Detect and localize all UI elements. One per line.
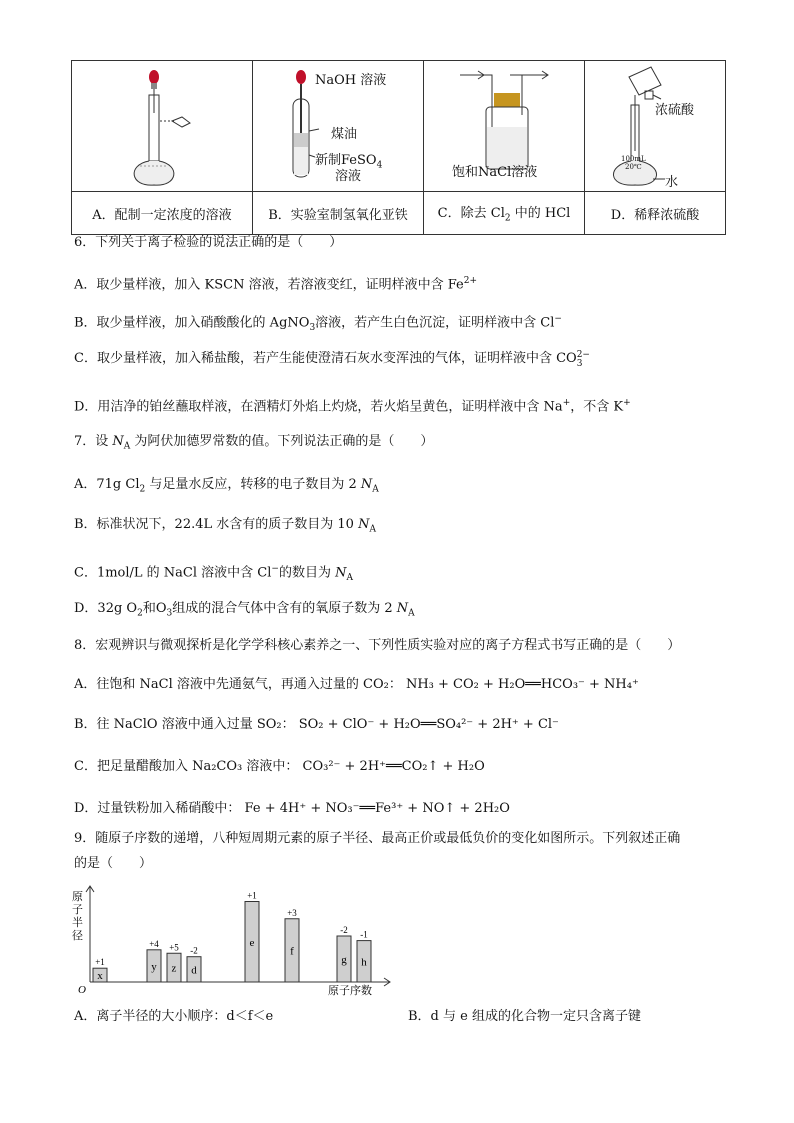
q9-option-b: B．d 与 e 组成的化合物一定只含离子键 bbox=[408, 1009, 641, 1024]
experiment-table bbox=[71, 60, 726, 235]
bar-label-d: d bbox=[191, 964, 197, 977]
bar-label-z: z bbox=[171, 962, 177, 975]
valence-label-y: +4 bbox=[149, 938, 159, 949]
q8-option-c: C．把足量醋酸加入 Na₂CO₃ 溶液中： CO₃²⁻ + 2H⁺══CO₂↑ + H₂O bbox=[74, 759, 485, 774]
x-axis-label: 原子序数 bbox=[328, 984, 372, 997]
bar-label-h: h bbox=[361, 956, 367, 969]
svg-text:子: 子 bbox=[72, 903, 83, 916]
q7-option-b: B．标准状况下，22.4L 水含有的质子数目为 10 $N_A$ bbox=[74, 517, 376, 535]
q6-option-b: B．取少量样液，加入硝酸酸化的 AgNO$_3$溶液，若产生白色沉淀，证明样液中含 Cl− bbox=[74, 314, 562, 333]
q6-option-d: D．用洁净的铂丝蘸取样液，在酒精灯外焰上灼烧，若火焰呈黄色，证明样液中含 Na+，不含 K+ bbox=[74, 398, 631, 415]
figure-d bbox=[585, 61, 726, 192]
q7-stem: 7．设 $N_A$ 为阿伏加德罗常数的值。下列说法正确的是（ ） bbox=[74, 434, 434, 452]
q9-stem-2: 的是（ ） bbox=[74, 856, 153, 871]
q8-option-b: B．往 NaClO 溶液中通入过量 SO₂： SO₂ + ClO⁻ + H₂O══SO₄²⁻ + 2H⁺ + Cl⁻ bbox=[74, 717, 559, 732]
caption-b: B．实验室制氢氧化亚铁 bbox=[253, 192, 424, 235]
q8-option-d: D．过量铁粉加入稀硝酸中： Fe + 4H⁺ + NO₃⁻══Fe³⁺ + NO↑ + 2H₂O bbox=[74, 801, 510, 816]
valence-label-h: -1 bbox=[360, 929, 368, 940]
svg-text:半: 半 bbox=[72, 916, 83, 929]
bar-label-y: y bbox=[151, 960, 157, 973]
caption-d: D．稀释浓硫酸 bbox=[585, 192, 726, 235]
figure-c bbox=[424, 61, 585, 192]
figure-b bbox=[253, 61, 424, 192]
feso4-label: 新制FeSO$_4$ bbox=[315, 153, 383, 171]
valence-label-z: +5 bbox=[169, 942, 179, 953]
feso4-solution-label: 溶液 bbox=[335, 169, 362, 184]
valence-label-d: -2 bbox=[190, 945, 198, 956]
q7-option-a: A．71g $Cl_2$ 与足量水反应，转移的电子数目为 2 $N_A$ bbox=[74, 477, 379, 495]
flask-temp-label: 20℃ bbox=[625, 163, 642, 171]
bar-label-g: g bbox=[341, 954, 347, 966]
svg-text:原: 原 bbox=[72, 890, 83, 903]
nacl-label: 饱和NaCl溶液 bbox=[452, 165, 538, 180]
sulfuric-acid-label: 浓硫酸 bbox=[655, 103, 695, 118]
figure-a bbox=[72, 61, 253, 192]
q7-option-d: D．32g $O_2$和$O_3$组成的混合气体中含有的氧原子数为 2 $N_A$ bbox=[74, 601, 415, 619]
water-label: 水 bbox=[665, 175, 679, 190]
bar-label-x: x bbox=[97, 970, 103, 983]
q8-stem: 8．宏观辨识与微观探析是化学学科核心素养之一、下列性质实验对应的离子方程式书写正确的是（ ） bbox=[74, 638, 681, 653]
q9-option-a: A．离子半径的大小顺序：d＜f＜e bbox=[74, 1009, 274, 1024]
bar-label-f: f bbox=[290, 945, 294, 958]
svg-text:径: 径 bbox=[72, 929, 83, 942]
y-axis-label bbox=[72, 890, 83, 942]
q6-stem: 6．下列关于离子检验的说法正确的是（ ） bbox=[74, 235, 343, 250]
caption-c: C．除去 $Cl_2$ 中的 HCl bbox=[424, 192, 585, 235]
kerosene-label: 煤油 bbox=[331, 127, 358, 142]
q9-stem-1: 9．随原子序数的递增，八种短周期元素的原子半径、最高正价或最低负价的变化如图所示。下列叙述正确 bbox=[74, 831, 681, 846]
flask-volume-label: 100mL bbox=[621, 155, 646, 163]
q6-option-c: C．取少量样液，加入稀盐酸，若产生能使澄清石灰水变浑浊的气体，证明样液中含 CO2− 3 bbox=[74, 350, 590, 369]
valence-label-x: +1 bbox=[95, 957, 105, 968]
flask-dilution-figure bbox=[585, 61, 725, 187]
volumetric-flask-dropper-figure bbox=[72, 61, 252, 187]
valence-label-e: +1 bbox=[247, 890, 257, 901]
atomic-radius-chart bbox=[70, 882, 400, 1000]
origin-label: O bbox=[78, 984, 86, 996]
bar-label-e: e bbox=[249, 936, 255, 949]
q8-option-a: A．往饱和 NaCl 溶液中先通氨气，再通入过量的 CO₂： NH₃ + CO₂ + H₂O══HCO₃⁻ + NH₄⁺ bbox=[74, 677, 639, 692]
naoh-label: NaOH 溶液 bbox=[315, 73, 387, 88]
q7-option-c: C．1mol/L 的 NaCl 溶液中含 Cl−的数目为 $N_A$ bbox=[74, 564, 353, 583]
valence-label-g: -2 bbox=[340, 925, 348, 935]
q6-option-a: A．取少量样液，加入 KSCN 溶液，若溶液变红，证明样液中含 $Fe^{2+}$ bbox=[74, 276, 478, 293]
valence-label-f: +3 bbox=[287, 907, 297, 918]
caption-a: A．配制一定浓度的溶液 bbox=[72, 192, 253, 235]
